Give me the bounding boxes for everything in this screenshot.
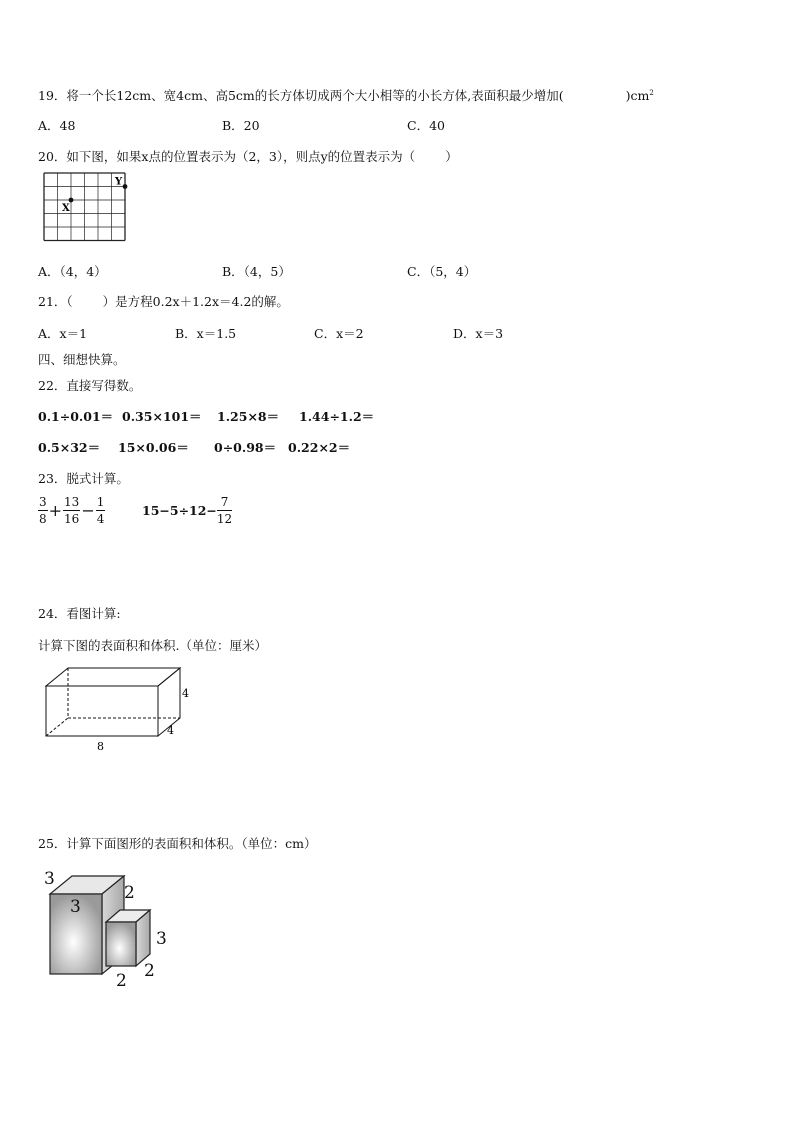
q22-item-4: 1.44÷1.2＝ [299,409,375,424]
q24-stem: 24．看图计算: [38,606,121,621]
fraction-13-16: $\frac{13}{16}$ [64,495,80,526]
section-heading: 四、细想快算。 [38,352,126,367]
q22-item-8: 0.22×2＝ [288,440,351,455]
q22-stem: 22．直接写得数。 [38,378,142,393]
point-y-label: Y [115,176,123,188]
q21-stem [38,292,289,310]
point-x-dot [69,198,74,203]
q20-option-b[interactable]: B．（4，5） [222,264,291,279]
small-width-label: 2 [116,971,127,991]
q21-option-c[interactable]: C．x＝2 [314,326,364,341]
small-depth-label: 2 [144,961,155,981]
q22-item-1: 0.1÷0.01＝ [38,409,114,424]
big-front-label: 3 [70,897,81,917]
q19-stem-unit: )cm [625,88,650,103]
q22-item-6: 15×0.06＝ [118,440,189,455]
q22-item-7: 0÷0.98＝ [214,440,277,455]
q19-stem [38,86,654,104]
point-x-label: X [62,203,70,214]
q23-expression-2 [142,496,232,525]
q22-item-3: 1.25×8＝ [217,409,280,424]
q25-stem: 25．计算下面图形的表面积和体积。（单位：cm） [38,836,317,851]
big-depth-label: 2 [124,883,135,903]
small-height-label: 3 [156,929,167,949]
q19-stem-text: 19．将一个长12cm、宽4cm、高5cm的长方体切成两个大小相等的小长方体,表面积最少增加( [38,88,564,103]
width-label: 4 [167,724,174,737]
q19-option-b[interactable]: B．20 [222,118,260,133]
q25-combined-cuboid-figure [40,862,180,992]
q19-option-a[interactable]: A．48 [38,118,76,133]
fraction-3-8: $\frac{3}{8}$ [39,495,47,526]
big-side-label: 3 [44,869,55,889]
small-cube-front [106,922,136,966]
cuboid-top-face [46,668,180,686]
hidden-edge-depth [46,718,68,736]
q20-option-c[interactable]: C．（5，4） [407,264,477,279]
q20-grid-figure [40,170,132,250]
height-label: 4 [182,687,189,700]
expr2-lead: 15−5÷12− [142,503,217,518]
q24-cuboid-figure [40,664,200,754]
q21-stem-text: ）是方程0.2x＋1.2x＝4.2的解。 [102,294,289,309]
length-label: 8 [97,740,104,753]
q23-expression-1 [38,496,105,525]
minus-sign: − [81,501,95,520]
q21-option-d[interactable]: D．x＝3 [453,326,504,341]
cuboid-front-face [46,686,158,736]
q20-option-a[interactable]: A．（4，4） [38,264,107,279]
q20-stem [38,147,458,165]
q21-option-a[interactable]: A．x＝1 [38,326,88,341]
q19-unit-sup: 2 [649,88,654,97]
q19-option-c[interactable]: C．40 [407,118,445,133]
q20-stem-text: 20．如下图，如果x点的位置表示为（2，3），则点y的位置表示为（ [38,149,416,164]
q23-stem: 23．脱式计算。 [38,471,129,486]
point-y-dot [123,184,128,189]
q22-item-2: 0.35×101＝ [122,409,202,424]
q21-option-b[interactable]: B．x＝1.5 [175,326,237,341]
q22-item-5: 0.5×32＝ [38,440,101,455]
q24-subtitle: 计算下图的表面积和体积.（单位：厘米） [38,638,267,653]
q20-stem-close: ） [445,149,458,164]
plus-sign: + [48,501,63,520]
fraction-7-12: $\frac{7}{12}$ [216,495,233,526]
grid-lines [44,173,125,241]
fraction-1-4: $\frac{1}{4}$ [96,495,105,526]
q21-stem-open: 21．（ [38,294,73,309]
